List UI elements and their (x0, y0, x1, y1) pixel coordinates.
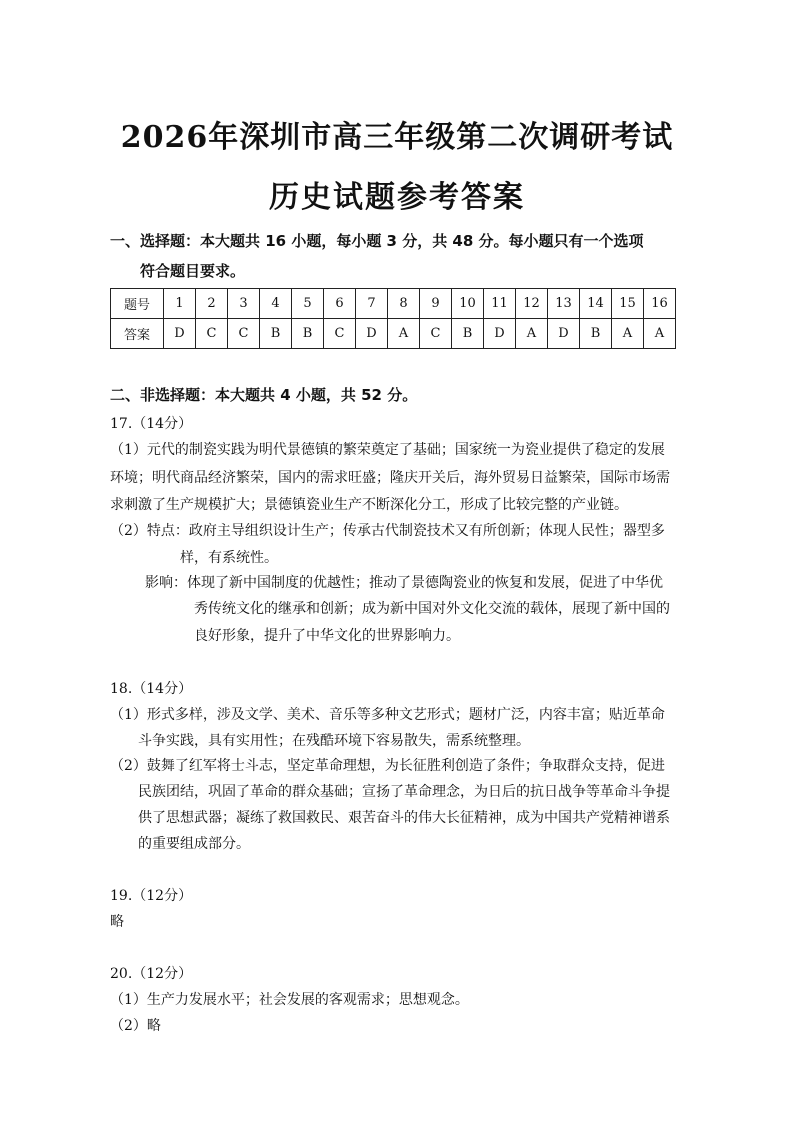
q19-answer: 略 (110, 914, 124, 930)
table-cell: 8 (388, 289, 420, 319)
q18-title: 18.（14分） (110, 681, 193, 697)
q17-impact-line: 良好形象，提升了中华文化的世界影响力。 (194, 628, 460, 644)
table-cell: D (484, 319, 516, 349)
table-cell: 10 (452, 289, 484, 319)
q20-part2: （2）略 (110, 1018, 161, 1034)
table-cell: 1 (164, 289, 196, 319)
section2-heading: 二、非选择题：本大题共 4 小题，共 52 分。 (110, 386, 418, 404)
q17-part2-line: 样，有系统性。 (180, 550, 278, 566)
q17-title: 17.（14分） (110, 416, 193, 432)
table-row-answers (111, 319, 676, 349)
table-cell: D (164, 319, 196, 349)
q18-part2-line: 民族团结，巩固了革命的群众基础；宣扬了革命理念，为日后的抗日战争等革命斗争提 (138, 784, 670, 800)
table-cell: 15 (612, 289, 644, 319)
table-cell: 7 (356, 289, 388, 319)
table-cell: B (580, 319, 612, 349)
table-cell: C (420, 319, 452, 349)
table-cell: B (452, 319, 484, 349)
table-cell: 11 (484, 289, 516, 319)
table-cell: 5 (292, 289, 324, 319)
table-cell: 9 (420, 289, 452, 319)
table-cell: B (292, 319, 324, 349)
answer-table (110, 288, 676, 349)
q17-part1-line: 环境；明代商品经济繁荣，国内的需求旺盛；隆庆开关后，海外贸易日益繁荣，国际市场需 (110, 470, 670, 486)
q18-part2-line: （2）鼓舞了红军将士斗志，坚定革命理想，为长征胜利创造了条件；争取群众支持，促进 (110, 758, 665, 774)
q20-part1: （1）生产力发展水平；社会发展的客观需求；思想观念。 (110, 992, 469, 1008)
q18-part2-line: 的重要组成部分。 (138, 836, 250, 852)
q17-part2-line: （2）特点：政府主导组织设计生产；传承古代制瓷技术又有所创新；体现人民性；器型多 (110, 523, 665, 539)
table-cell: D (356, 319, 388, 349)
table-cell: 13 (548, 289, 580, 319)
document-subtitle: 历史试题参考答案 (269, 180, 525, 215)
q18-part1-line: （1）形式多样，涉及文学、美术、音乐等多种文艺形式；题材广泛，内容丰富；贴近革命 (110, 707, 665, 723)
q19-title: 19.（12分） (110, 888, 193, 904)
table-cell: A (516, 319, 548, 349)
table-cell: 2 (196, 289, 228, 319)
table-cell: A (644, 319, 676, 349)
table-header-number: 题号 (111, 289, 164, 319)
q17-part1-line: 求刺激了生产规模扩大；景德镇瓷业生产不断深化分工，形成了比较完整的产业链。 (110, 497, 628, 513)
table-cell: 6 (324, 289, 356, 319)
table-cell: B (260, 319, 292, 349)
q18-part1-line: 斗争实践，具有实用性；在残酷环境下容易散失，需系统整理。 (138, 733, 530, 749)
table-cell: C (196, 319, 228, 349)
q17-impact-line: 影响：体现了新中国制度的优越性；推动了景德陶瓷业的恢复和发展，促进了中华优 (145, 575, 663, 591)
table-cell: 12 (516, 289, 548, 319)
table-cell: C (324, 319, 356, 349)
table-row-numbers (111, 289, 676, 319)
section1-heading: 一、选择题：本大题共 16 小题，每小题 3 分，共 48 分。每小题只有一个选项 (110, 232, 644, 250)
table-cell: A (388, 319, 420, 349)
table-cell: D (548, 319, 580, 349)
q17-part1-line: （1）元代的制瓷实践为明代景德镇的繁荣奠定了基础；国家统一为瓷业提供了稳定的发展 (110, 442, 665, 458)
table-cell: 3 (228, 289, 260, 319)
table-cell: A (612, 319, 644, 349)
q18-part2-line: 供了思想武器；凝练了救国救民、艰苦奋斗的伟大长征精神，成为中国共产党精神谱系 (138, 810, 670, 826)
q17-impact-line: 秀传统文化的继承和创新；成为新中国对外文化交流的载体，展现了新中国的 (194, 601, 670, 617)
table-cell: C (228, 319, 260, 349)
q20-title: 20.（12分） (110, 966, 193, 982)
table-cell: 14 (580, 289, 612, 319)
table-cell: 4 (260, 289, 292, 319)
section1-heading-cont: 符合题目要求。 (140, 262, 246, 280)
table-header-answer: 答案 (111, 319, 164, 349)
document-title: 2026年深圳市高三年级第二次调研考试 (120, 120, 674, 155)
table-cell: 16 (644, 289, 676, 319)
